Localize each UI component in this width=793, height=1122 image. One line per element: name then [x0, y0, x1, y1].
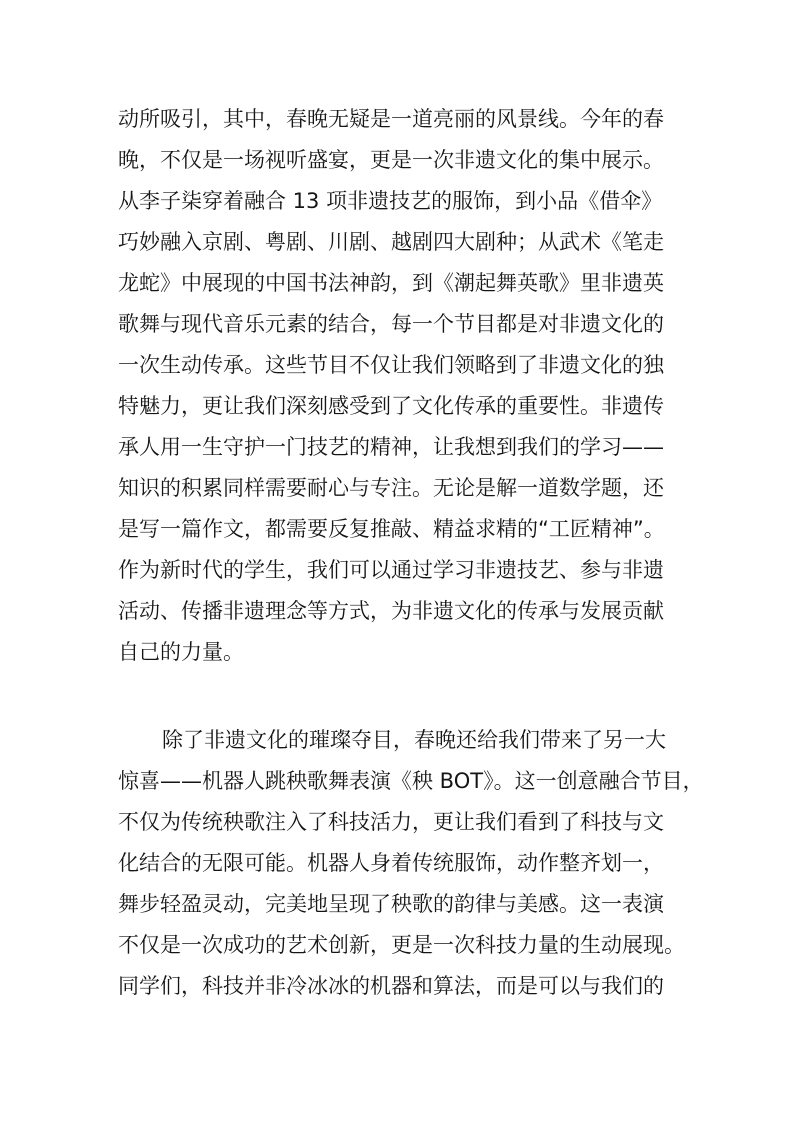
- paragraph-1-line-13: 活动、传播非遗理念等方式，为非遗文化的传承与发展贡献: [118, 599, 664, 623]
- paragraph-1-line-4: 巧妙融入京剧、粤剧、川剧、越剧四大剧种；从武术《笔走: [118, 230, 664, 254]
- paragraph-1-line-2: 晚，不仅是一场视听盛宴，更是一次非遗文化的集中展示。: [118, 148, 664, 172]
- paragraph-2-line-4: 化结合的无限可能。机器人身着传统服饰，动作整齐划一，: [118, 851, 664, 875]
- paragraph-2-line-5: 舞步轻盈灵动，完美地呈现了秧歌的韵律与美感。这一表演: [118, 892, 664, 916]
- paragraph-1-line-6: 歌舞与现代音乐元素的结合，每一个节目都是对非遗文化的: [118, 312, 664, 336]
- paragraph-2-line-2: 惊喜——机器人跳秧歌舞表演《秧 BOT》。这一创意融合节目，: [118, 769, 704, 793]
- paragraph-1-line-7: 一次生动传承。这些节目不仅让我们领略到了非遗文化的独: [118, 353, 664, 377]
- paragraph-2-line-6: 不仅是一次成功的艺术创新，更是一次科技力量的生动展现。: [118, 933, 685, 957]
- paragraph-1-line-5: 龙蛇》中展现的中国书法神韵，到《潮起舞英歌》里非遗英: [118, 271, 664, 295]
- paragraph-1-line-1: 动所吸引，其中，春晚无疑是一道亮丽的风景线。今年的春: [118, 107, 664, 131]
- paragraph-1-line-10: 知识的积累同样需要耐心与专注。无论是解一道数学题，还: [118, 476, 664, 500]
- paragraph-1-line-14: 自己的力量。: [118, 640, 244, 664]
- paragraph-2-line-3: 不仅为传统秧歌注入了科技活力，更让我们看到了科技与文: [118, 810, 664, 834]
- paragraph-1-line-12: 作为新时代的学生，我们可以通过学习非遗技艺、参与非遗: [118, 558, 664, 582]
- paragraph-2-line-1: 除了非遗文化的璀璨夺目，春晚还给我们带来了另一大: [162, 728, 666, 752]
- paragraph-1-line-11: 是写一篇作文，都需要反复推敲、精益求精的“工匠精神”。: [118, 517, 665, 541]
- paragraph-1-line-8: 特魅力，更让我们深刻感受到了文化传承的重要性。非遗传: [118, 394, 664, 418]
- paragraph-2-line-7: 同学们，科技并非冷冰冰的机器和算法，而是可以与我们的: [118, 974, 664, 998]
- paragraph-1-line-3: 从李子柒穿着融合 13 项非遗技艺的服饰，到小品《借伞》: [118, 189, 663, 213]
- paragraph-1-line-9: 承人用一生守护一门技艺的精神，让我想到我们的学习——: [118, 435, 664, 459]
